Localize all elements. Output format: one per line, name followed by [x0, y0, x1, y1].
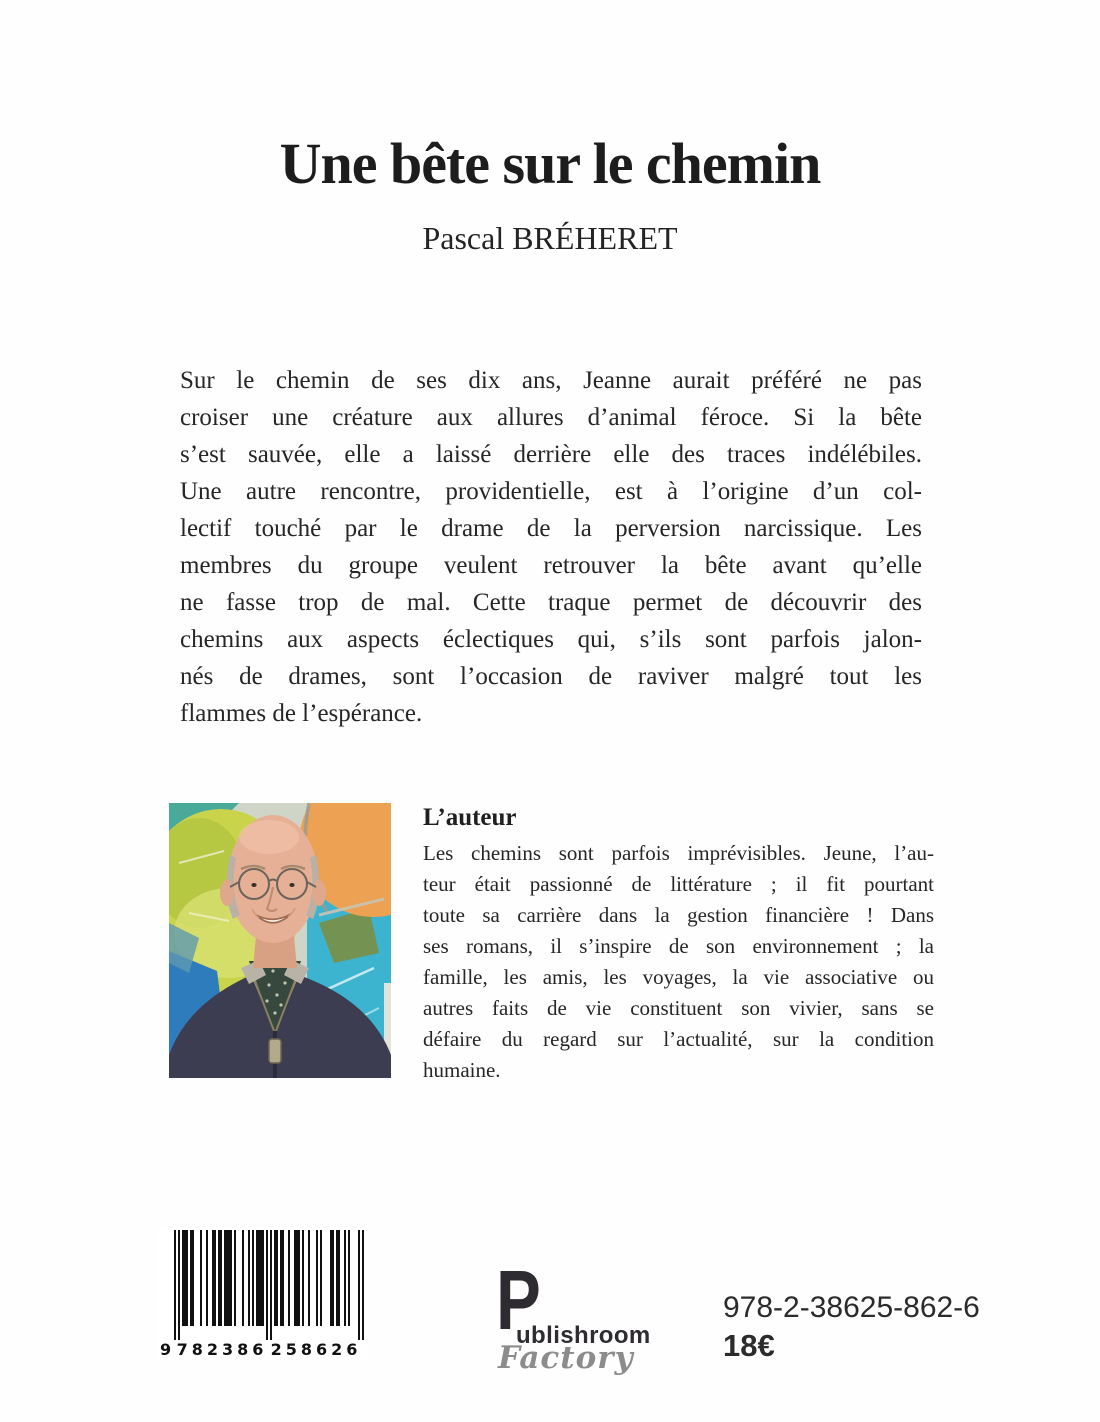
barcode-lead-digit: 9 — [160, 1340, 172, 1359]
book-author-name: Pascal BRÉHERET — [422, 220, 678, 256]
text-line: membres du groupe veulent retrouver la bête avant qu’elle — [180, 552, 922, 579]
text-line: toute sa carrière dans la gestion financière ! Dans — [423, 903, 934, 927]
author-photo — [169, 803, 391, 1078]
barcode — [158, 1226, 368, 1365]
text-line: teur était passionné de littérature ; il fit pourtant — [423, 872, 934, 896]
text-line: lectif touché par le drame de la perversion narcissique. Les — [180, 515, 922, 542]
author-bio — [423, 803, 934, 1086]
isbn-price-block — [723, 1290, 980, 1366]
barcode-group1: 782386 — [176, 1340, 268, 1359]
text-line: nés de drames, sont l’occasion de raviver malgré tout les — [180, 663, 922, 690]
text-line: Sur le chemin de ses dix ans, Jeanne aurait préféré ne pas — [180, 367, 922, 394]
publisher-logo-initial: P — [496, 1253, 541, 1347]
text-line: ses romans, il s’inspire de son environnement ; la — [423, 934, 934, 958]
text-line: Une autre rencontre, providentielle, est à l’origine d’un col- — [180, 478, 922, 505]
footer — [0, 1220, 1100, 1380]
publisher-logo — [493, 1253, 673, 1378]
text-line: flammes de l’espérance. — [180, 700, 423, 727]
publisher-logo-factory: Factory — [498, 1340, 634, 1376]
text-line: famille, les amis, les voyages, la vie associative ou — [423, 965, 934, 989]
price: 18€ — [723, 1328, 775, 1363]
text-line: autres faits de vie constituent son vivier, sans se — [423, 996, 934, 1020]
barcode-group2: 258626 — [270, 1340, 362, 1359]
author-bio-heading: L’auteur — [423, 804, 517, 831]
isbn-number: 978-2-38625-862-6 — [723, 1291, 980, 1324]
author-bio-paragraph — [423, 838, 934, 1086]
publisher-logo-name: ublishroom — [516, 1322, 651, 1349]
text-line: croiser une créature aux allures d’animal féroce. Si la bête — [180, 404, 922, 431]
text-line: Les chemins sont parfois imprévisibles. Jeune, l’au- — [423, 841, 934, 865]
text-line: s’est sauvée, elle a laissé derrière elle des traces indélébiles. — [180, 441, 922, 468]
author-section — [169, 803, 934, 1086]
text-line: ne fasse trop de mal. Cette traque permet de découvrir des — [180, 589, 922, 616]
text-line: humaine. — [423, 1058, 501, 1082]
text-line: défaire du regard sur l’actualité, sur la condition — [423, 1027, 934, 1051]
book-title: Une bête sur le chemin — [279, 131, 821, 196]
synopsis-paragraph — [180, 362, 922, 732]
text-line: chemins aux aspects éclectiques qui, s’ils sont parfois jalon- — [180, 626, 922, 653]
